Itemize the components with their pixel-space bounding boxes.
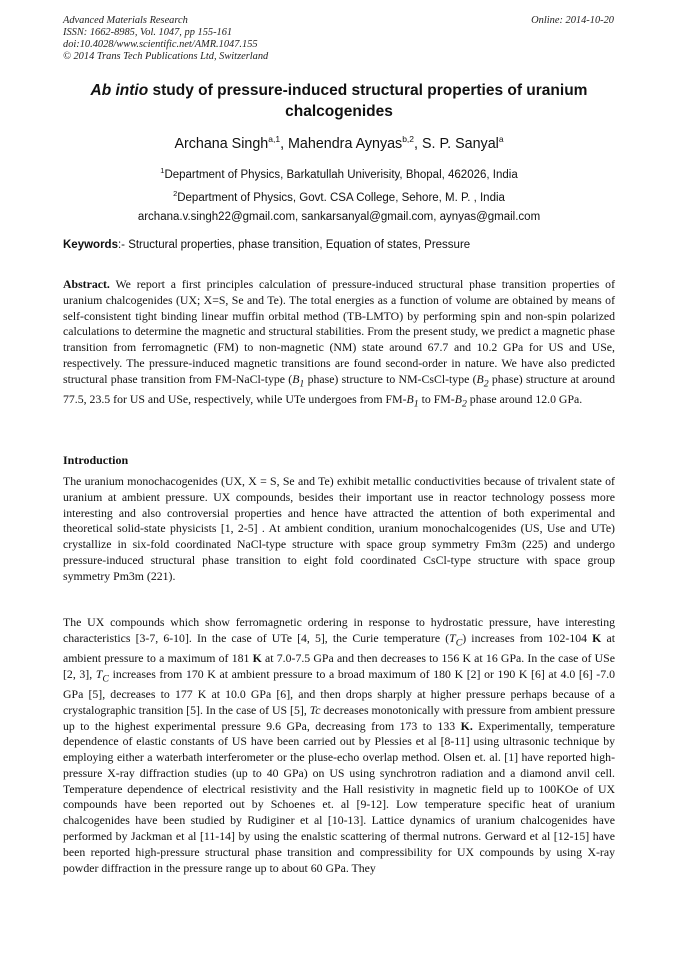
phase-sub: 1 xyxy=(413,398,419,410)
author-affil-sup: a,1 xyxy=(268,134,281,144)
abstract xyxy=(63,277,615,412)
curie-temperature-symbol: Tc xyxy=(309,702,321,717)
copyright-line: © 2014 Trans Tech Publications Ltd, Switzerland xyxy=(63,51,269,62)
affil-text: Department of Physics, Govt. CSA College, Sehore, M. P. , India xyxy=(177,191,505,204)
keywords xyxy=(63,239,623,251)
online-date: Online: 2014-10-20 xyxy=(531,15,614,26)
author-list xyxy=(60,134,618,152)
abstract-text: phase) structure to NM-CsCl-type ( xyxy=(304,371,477,386)
paper-title xyxy=(60,80,618,122)
issn-line: ISSN: 1662-8985, Vol. 1047, pp 155-161 xyxy=(63,27,233,38)
phase-symbol xyxy=(292,371,305,390)
author-emails: archana.v.singh22@gmail.com, sankarsanyal@gmail.com, aynyas@gmail.com xyxy=(137,211,541,223)
abstract-text: to FM- xyxy=(418,391,455,406)
phase-sub: 2 xyxy=(483,378,489,390)
author-name: Archana Singh xyxy=(174,135,269,152)
author-name: Mahendra Aynyas xyxy=(288,135,403,152)
phase-letter: B xyxy=(406,391,414,406)
phase-symbol xyxy=(454,391,467,410)
paragraph-text: Experimentally, temperature dependence of elastic constants of US have been carried out by Plessies et al [8-11] using ultrasonic technique by employing either a waterbath interferometer or the pluse-echo overlap method. Olsen et. al. [1] have reported high-pressure X-ray diffraction studies (up to 40 GPa) on US using synchrotron radiation and a diamond anvil cell. Temperature dependence of electrical resistivity and the Hall resistivity in magnetic field up to 100KOe of UX compounds have been reported out by Schoenes et. al [9-12]. Low temperature specific heat of uranium chalcogenides have been studied by Rudiginer et al [10-13]. Lattice dynamics of uranium chalcogenides have performed by Jackman et al [11-14] by using the enalstic scattering of thermal nutrons. Gerward et al [12-15] have been reported high-pressure structural phase transition and compressibility for UX compounds by using X-ray powder diffraction in the pressure range up to about 60 GPa. They xyxy=(63,718,615,875)
phase-letter: B xyxy=(476,371,484,386)
abstract-text: phase) structure at around 77.5, 23.5 for US and USe, respectively, while UTe undergoes from FM- xyxy=(63,371,615,406)
abstract-label: Abstract. xyxy=(63,277,110,291)
curie-temperature-symbol xyxy=(449,630,463,649)
affiliation-2 xyxy=(60,189,618,204)
paragraph-text: at 7.0-7.5 GPa and then decreases to 156 K at 16 GPa. In the case of USe [2, 3], xyxy=(63,650,615,681)
abstract-text: We report a first principles calculation of pressure-induced structural phase transition properties of uranium chalcogenides (UX; X=S, Se and Te). The total energies as a function of volume are obtained by means of self-consistent tight binding linear muffin orbital method (TB-LMTO) by performing spin and non-spin polarized calculations to determine the magnetic and structural stabilities. From the present study, we predict a magnetic phase transition from ferromagnetic (FM) to non-magnetic (NM) state around 67.7 and 10.2 GPa for US and USe, respectively. The pressure-induced magnetic transitions are found second-order in nature. We have also predicted structural phase transition from FM-NaCl-type ( xyxy=(63,277,615,386)
author-affil-sup: a xyxy=(498,134,504,144)
symbol-sub: C xyxy=(455,637,463,649)
keywords-label: Keywords xyxy=(63,239,118,251)
symbol-sub: C xyxy=(102,673,109,685)
section-heading-introduction: Introduction xyxy=(63,453,129,467)
paragraph-text: The UX compounds which show ferromagnetic ordering in response to hydrostatic pressure, have interesting characteristics [3-7, 6-10]. In the case of UTe [4, 5], the Curie temperature ( xyxy=(63,615,615,645)
symbol-letter: T xyxy=(449,630,456,645)
phase-letter: B xyxy=(292,371,300,386)
paragraph-text: ) increases from 102-104 xyxy=(462,630,593,645)
author-name: S. P. Sanyal xyxy=(421,135,499,152)
affil-sup: 1 xyxy=(160,166,165,175)
keywords-text: :- Structural properties, phase transition, Equation of states, Pressure xyxy=(117,239,471,251)
intro-paragraph-2 xyxy=(63,615,615,876)
curie-temperature-symbol xyxy=(95,666,109,685)
symbol-letter: T xyxy=(95,666,103,681)
unit-k: K. xyxy=(460,718,473,733)
phase-symbol xyxy=(406,391,419,410)
abstract-text: phase around 12.0 GPa. xyxy=(466,391,583,406)
phase-symbol xyxy=(476,371,489,390)
affil-text: Department of Physics, Barkatullah Univerisity, Bhopal, 462026, India xyxy=(164,168,518,181)
author-separator: , xyxy=(414,135,422,152)
journal-header xyxy=(63,15,268,63)
title-rest: study of pressure-induced structural properties of uranium chalcogenides xyxy=(148,82,588,120)
unit-k: K xyxy=(252,650,262,665)
paragraph-text: decreases monotonically with pressure from ambient pressure up to the highest experimental pressure 9.6 GPa, decreasing from 173 to 133 xyxy=(63,702,615,733)
title-italic: Ab intio xyxy=(90,82,149,99)
journal-name: Advanced Materials Research xyxy=(63,15,188,26)
affiliation-1 xyxy=(60,166,618,181)
phase-sub: 2 xyxy=(461,398,467,410)
author-affil-sup: b,2 xyxy=(402,134,415,144)
paragraph-text: increases from 170 K at ambient pressure to a broad maximum of 180 K [2] or 190 K [6] at 4.0 [6] -7.0 GPa [5], decreases to 177 K at 10.0 GPa [6], and then drops sharply at higher pressure perhaps because of a crystalographic transition [5]. In the case of US [5], xyxy=(63,666,615,717)
author-separator: , xyxy=(280,135,289,152)
paragraph-text: at ambient pressure to a maximum of 181 xyxy=(63,630,615,665)
unit-k: K xyxy=(592,630,602,645)
affil-sup: 2 xyxy=(173,189,178,198)
intro-paragraph-1: The uranium monochacogenides (UX, X = S, Se and Te) exhibit metallic conductivities because of trivalent state of uranium at ambient pressure. UX compounds, besides their important use in reactor technology possess more interesting and also controversial properties and hence have attracted the attention of both experimental and theoretical solid-state physicists [1, 2-5] . At ambient condition, uranium monochalcogenides (US, Use and UTe) crystallize in six-fold coordinated NaCl-type structure with space group symmetry Fm3m (225) and undergo pressure-induced structural phase transition to eight fold coordinated CsCl-type structure with space group symmetry Pm3m (221). xyxy=(63,474,615,583)
phase-sub: 1 xyxy=(299,378,305,390)
phase-letter: B xyxy=(454,391,462,406)
doi-line: doi:10.4028/www.scientific.net/AMR.1047.155 xyxy=(63,39,258,50)
